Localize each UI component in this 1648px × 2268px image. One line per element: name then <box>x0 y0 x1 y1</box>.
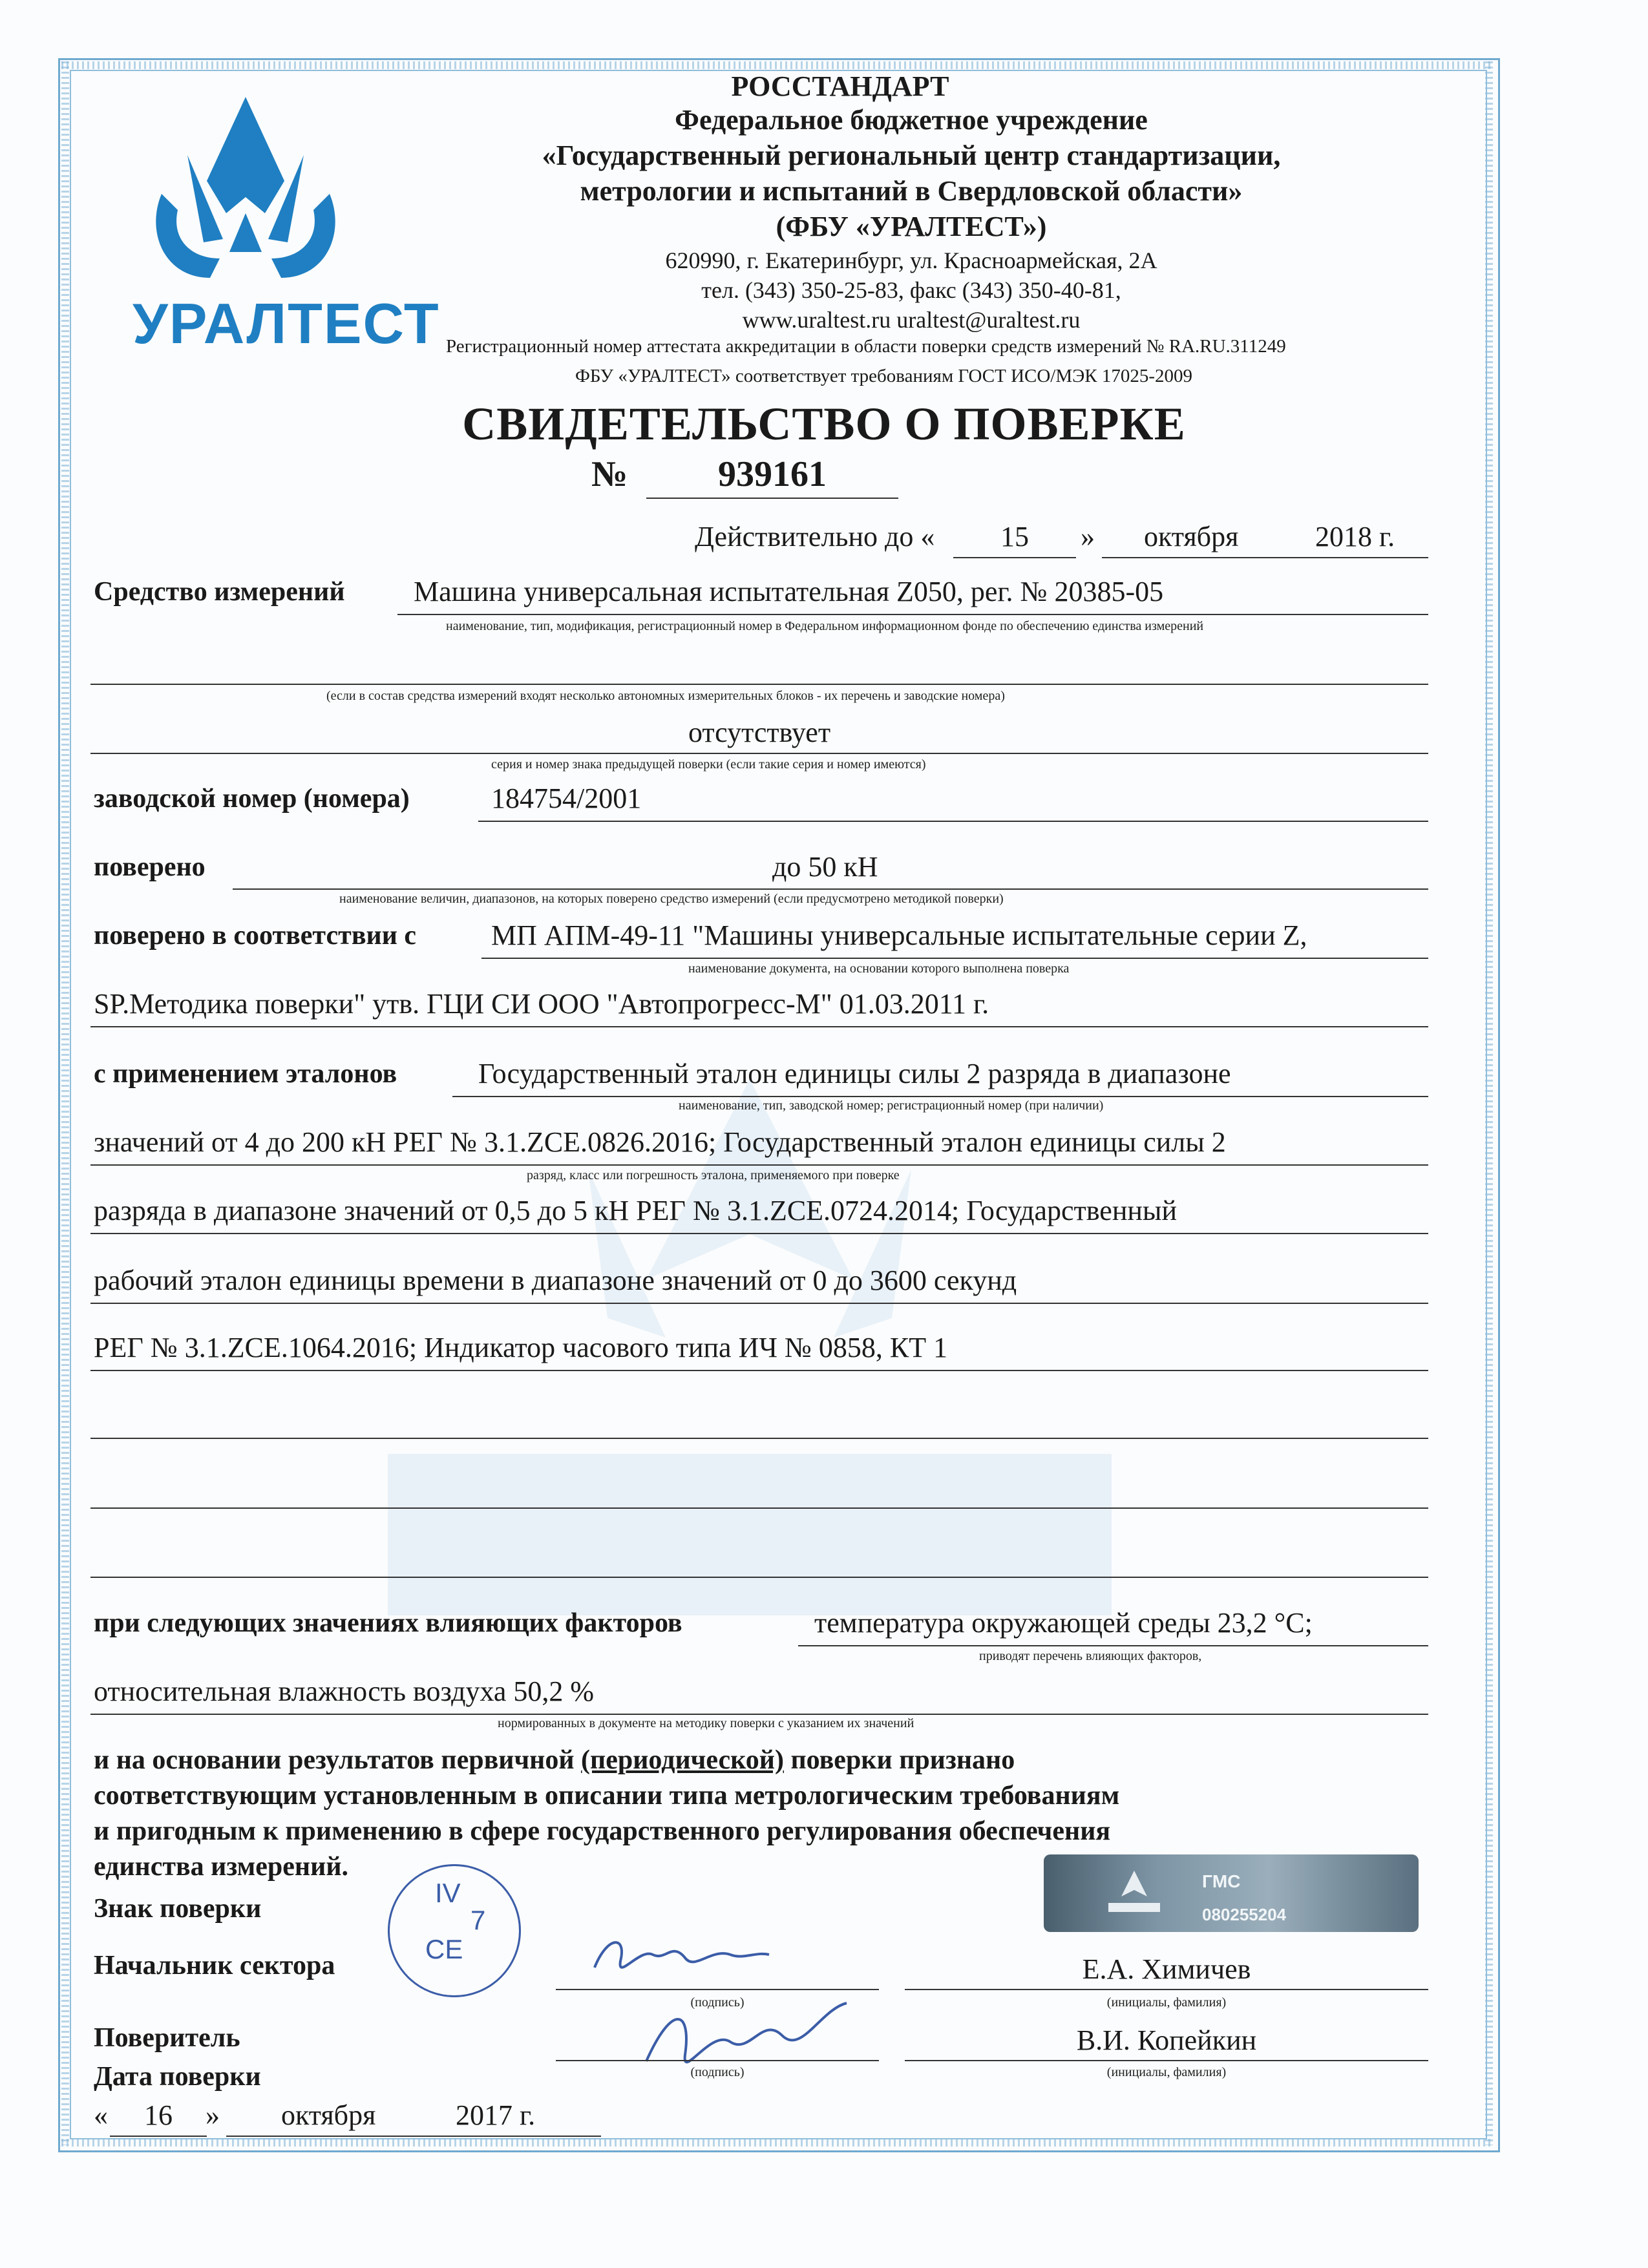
head-signature-icon <box>582 1922 776 1993</box>
valid-prefix: Действительно до « <box>695 521 935 552</box>
factors-value-2: относительная влажность воздуха 50,2 % <box>94 1675 595 1707</box>
standards-hint-2: разряд, класс или погрешность эталона, применяемого при поверке <box>527 1168 900 1182</box>
uraltest-logo-icon <box>126 84 365 304</box>
accordance-underline-2 <box>90 1026 1428 1027</box>
date-month: октября <box>281 2099 376 2131</box>
standards-line-2: значений от 4 до 200 кН РЕГ № 3.1.ZCE.0826.2016; Государственный эталон единицы силы 2 <box>94 1126 1226 1158</box>
head-label: Начальник сектора <box>94 1951 335 1980</box>
org-line-3: метрологии и испытаний в Свердловской области» <box>580 175 1243 207</box>
hologram-code: 080255204 <box>1202 1905 1287 1924</box>
org-phone: тел. (343) 350-25-83, факс (343) 350-40-81, <box>701 277 1121 303</box>
standards-line-1: Государственный эталон единицы силы 2 разряда в диапазоне <box>478 1058 1231 1089</box>
org-address: 620990, г. Екатеринбург, ул. Красноармейская, 2А <box>665 247 1157 273</box>
date-day: 16 <box>144 2099 173 2131</box>
factors-label: при следующих значениях влияющих факторов <box>94 1608 682 1638</box>
standards-line-5: РЕГ № 3.1.ZCE.1064.2016; Индикатор часового типа ИЧ № 0858, КТ 1 <box>94 1332 948 1363</box>
org-web: www.uraltest.ru uraltest@uraltest.ru <box>742 307 1081 333</box>
conclusion-line-2: соответствующим установленным в описании типа метрологическим требованиям <box>94 1781 1120 1811</box>
verified-label: поверено <box>94 852 206 882</box>
date-prefix: « <box>94 2099 108 2131</box>
instrument-hint: наименование, тип, модификация, регистрационный номер в Федеральном информационном фонде по обеспечению единства измерений <box>446 619 1204 633</box>
number-underline <box>646 498 898 499</box>
valid-day-underline <box>953 557 1076 558</box>
stamp-year: 7 <box>470 1905 486 1935</box>
org-short-name: (ФБУ «УРАЛТЕСТ») <box>776 211 1047 242</box>
verified-value: до 50 кН <box>772 851 878 883</box>
date-month-underline <box>226 2136 601 2137</box>
serial-label: заводской номер (номера) <box>94 784 410 814</box>
org-line-1: Федеральное бюджетное учреждение <box>675 104 1148 136</box>
accordance-underline-1 <box>481 958 1428 959</box>
verifier-signature-underline <box>556 2060 879 2061</box>
head-name-underline <box>905 1989 1428 1990</box>
previous-mark-underline <box>90 753 1428 754</box>
accordance-value-2: SP.Методика поверки" утв. ГЦИ СИ ООО "Автопрогресс-М" 01.03.2011 г. <box>94 988 989 1020</box>
valid-date-underline <box>1102 557 1428 558</box>
standards-underline-4 <box>90 1303 1428 1304</box>
date-label: Дата поверки <box>94 2062 261 2092</box>
certificate-number: 939161 <box>718 454 827 494</box>
accordance-hint: наименование документа, на основании которого выполнена поверка <box>688 961 1070 976</box>
factors-underline-2 <box>90 1714 1428 1715</box>
stamp-code: CE <box>425 1934 463 1964</box>
verified-hint: наименование величин, диапазонов, на которых поверено средство измерений (если предусмотрено методикой поверки) <box>339 892 1004 906</box>
factors-underline-1 <box>798 1645 1428 1646</box>
stamp-text: IV <box>435 1878 461 1908</box>
certificate-title: СВИДЕТЕЛЬСТВО О ПОВЕРКЕ <box>462 398 1186 450</box>
serial-value: 184754/2001 <box>491 782 642 814</box>
blocks-hint: (если в состав средства измерений входят несколько автономных измерительных блоков - их перечень и заводские номера) <box>326 689 1005 703</box>
verifier-name-underline <box>905 2060 1428 2061</box>
instrument-value: Машина универсальная испытательная Z050, рег. № 20385-05 <box>414 576 1164 607</box>
blank-underline-2 <box>90 1507 1428 1509</box>
mark-label: Знак поверки <box>94 1894 262 1924</box>
conclusion-part-b: (периодической) <box>581 1745 784 1775</box>
hologram-label: ГМС <box>1202 1871 1241 1891</box>
valid-mid: » <box>1081 521 1095 552</box>
head-name-hint: (инициалы, фамилия) <box>1106 1995 1227 2010</box>
blank-underline-1 <box>90 1438 1428 1439</box>
head-signature-hint: (подпись) <box>690 1995 745 2010</box>
valid-day: 15 <box>1000 521 1029 552</box>
verifier-signature-hint: (подпись) <box>690 2065 745 2079</box>
standards-underline-3 <box>90 1233 1428 1234</box>
standards-hint-1: наименование, тип, заводской номер; регистрационный номер (при наличии) <box>679 1098 1104 1113</box>
accreditation-number: Регистрационный номер аттестата аккредитации в области поверки средств измерений № RA.RU.311249 <box>446 336 1286 357</box>
conclusion-line-1 <box>94 1745 1015 1776</box>
conclusion-line-4: единства измерений. <box>94 1852 349 1882</box>
logo-wordmark: УРАЛТЕСТ <box>132 291 440 355</box>
accordance-label: поверено в соответствии с <box>94 921 417 950</box>
serial-underline <box>478 821 1428 822</box>
hologram-sticker <box>1044 1854 1419 1932</box>
standards-line-3: разряда в диапазоне значений от 0,5 до 5 кН РЕГ № 3.1.ZCE.0724.2014; Государственный <box>94 1195 1178 1226</box>
standards-underline-2 <box>90 1164 1428 1166</box>
verified-underline <box>233 888 1428 890</box>
standards-label: с применением эталонов <box>94 1059 397 1089</box>
instrument-label: Средство измерений <box>94 577 345 607</box>
number-sign: № <box>591 454 628 494</box>
date-year: 2017 г. <box>456 2099 536 2131</box>
verifier-label: Поверитель <box>94 2023 240 2053</box>
conclusion-part-c: поверки признано <box>783 1745 1015 1775</box>
valid-year: 2018 г. <box>1315 521 1395 552</box>
instrument-underline <box>397 614 1428 615</box>
verifier-name-hint: (инициалы, фамилия) <box>1106 2065 1227 2079</box>
conformity-statement: ФБУ «УРАЛТЕСТ» соответствует требованиям ГОСТ ИСО/МЭК 17025-2009 <box>575 366 1193 386</box>
valid-month: октября <box>1144 521 1239 552</box>
previous-mark-hint: серия и номер знака предыдущей поверки (если такие серия и номер имеются) <box>491 757 926 772</box>
previous-mark-value: отсутствует <box>688 717 831 748</box>
date-day-underline <box>110 2136 207 2137</box>
standards-underline-1 <box>452 1096 1428 1097</box>
org-line-2: «Государственный региональный центр стандартизации, <box>542 140 1281 171</box>
factors-hint-2: нормированных в документе на методику поверки с указанием их значений <box>498 1716 914 1730</box>
conclusion-line-3: и пригодным к применению в сфере государственного регулирования обеспечения <box>94 1816 1111 1846</box>
verifier-name: В.И. Копейкин <box>1076 2024 1257 2056</box>
verification-stamp <box>388 1864 521 1997</box>
conclusion-part-a: и на основании результатов первичной <box>94 1745 582 1775</box>
head-name: Е.А. Химичев <box>1082 1953 1251 1985</box>
blank-underline-3 <box>90 1577 1428 1578</box>
hologram-logo-icon <box>1095 1867 1173 1919</box>
date-mid: » <box>206 2099 220 2131</box>
accordance-value-1: МП АПМ-49-11 "Машины универсальные испытательные серии Z, <box>491 919 1307 951</box>
factors-hint-1: приводят перечень влияющих факторов, <box>979 1649 1202 1663</box>
agency-name: РОССТАНДАРТ <box>731 70 949 102</box>
standards-line-4: рабочий эталон единицы времени в диапазоне значений от 0 до 3600 секунд <box>94 1265 1017 1296</box>
standards-underline-5 <box>90 1370 1428 1371</box>
factors-value-1: температура окружающей среды 23,2 °С; <box>814 1607 1313 1639</box>
blocks-underline <box>90 684 1428 685</box>
